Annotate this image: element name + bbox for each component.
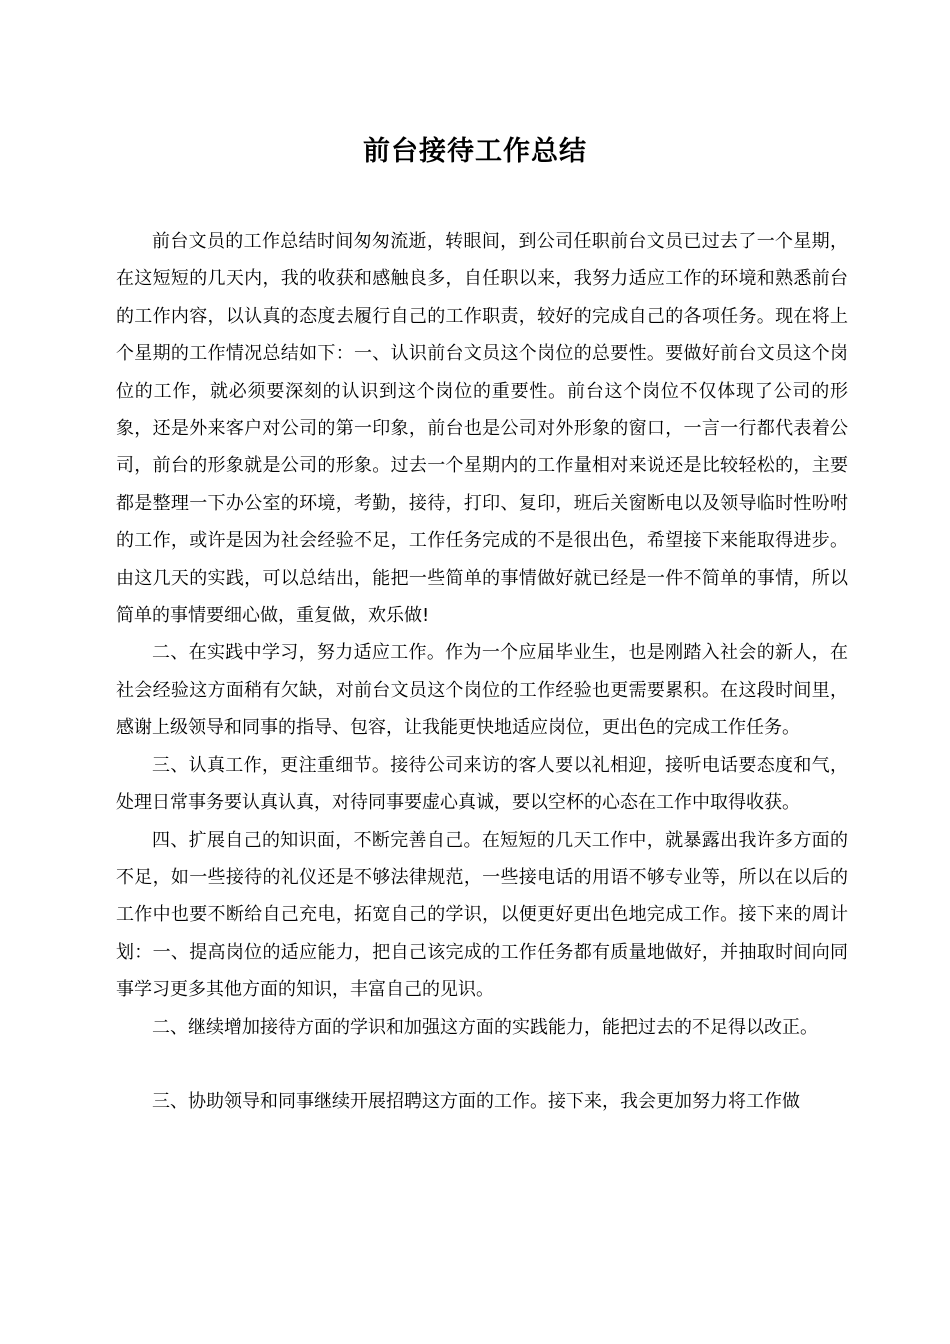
paragraph-details: 三、认真工作，更注重细节。接待公司来访的客人要以礼相迎，接听电话要态度和气，处理日常事务要认真认真，对待同事要虚心真诚，要以空杯的心态在工作中取得收获。 [116, 754, 848, 814]
paragraph-learning: 二、在实践中学习，努力适应工作。作为一个应届毕业生，也是刚踏入社会的新人，在社会经验这方面稍有欠缺，对前台文员这个岗位的工作经验也更需要累积。在这段时间里，感谢上级领导和同事的指导、包容，让我能更快地适应岗位，更出色的完成工作任务。 [116, 642, 848, 739]
paragraph-knowledge: 四、扩展自己的知识面，不断完善自己。在短短的几天工作中，就暴露出我许多方面的不足，如一些接待的礼仪还是不够法律规范，一些接电话的用语不够专业等，所以在以后的工作中也要不断给自己充电，拓宽自己的学识，以便更好更出色地完成工作。接下来的周计划：一、提高岗位的适应能力，把自己该完成的工作任务都有质量地做好，并抽取时间向同事学习更多其他方面的知识，丰富自己的见识。 [116, 829, 848, 1001]
paragraph-plan-two: 二、继续增加接待方面的学识和加强这方面的实践能力，能把过去的不足得以改正。 [152, 1016, 818, 1038]
paragraph-spacer [116, 1046, 848, 1083]
document-title: 前台接待工作总结 [363, 136, 587, 167]
paragraph-plan-three: 三、协助领导和同事继续开展招聘这方面的工作。接下来，我会更加努力将工作做 [152, 1090, 800, 1112]
paragraph-intro: 前台文员的工作总结时间匆匆流逝，转眼间，到公司任职前台文员已过去了一个星期，在这短短的几天内，我的收获和感触良多，自任职以来，我努力适应工作的环境和熟悉前台的工作内容，以认真的态度去履行自己的工作职责，较好的完成自己的各项任务。现在将上个星期的工作情况总结如下：一、认识前台文员这个岗位的总要性。要做好前台文员这个岗位的工作，就必须要深刻的认识到这个岗位的重要性。前台这个岗位不仅体现了公司的形象，还是外来客户对公司的第一印象，前台也是公司对外形象的窗口，一言一行都代表着公司，前台的形象就是公司的形象。过去一个星期内的工作量相对来说还是比较轻松的，主要都是整理一下办公室的环境，考勤，接待，打印、复印，班后关窗断电以及领导临时性吩咐的工作，或许是因为社会经验不足，工作任务完成的不是很出色，希望接下来能取得进步。由这几天的实践，可以总结出，能把一些简单的事情做好就已经是一件不简单的事情，所以简单的事情要细心做，重复做，欢乐做! [116, 231, 848, 627]
document-body [116, 223, 848, 1120]
